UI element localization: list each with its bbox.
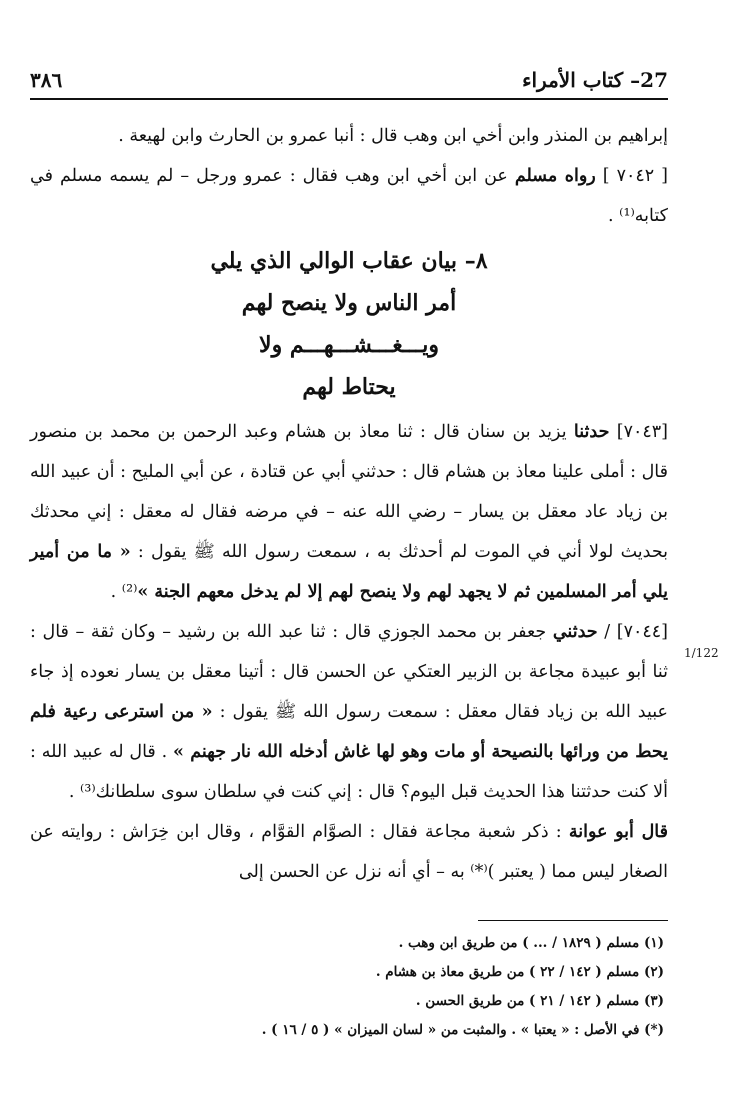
narration-opener: رواه مسلم	[514, 166, 596, 186]
page-number: ٣٨٦	[30, 68, 63, 92]
chapter-heading-line: ٨– بيان عقاب الوالي الذي يلي	[210, 248, 488, 274]
paragraph-1: إبراهيم بن المنذر وابن أخي ابن وهب قال : أنبا عمرو بن الحارث وابن لهيعة .	[118, 126, 668, 146]
paragraph-text: جعفر بن محمد الجوزي قال : ثنا عبد الله بن رشيد – وكان ثقة – قال : ثنا أبو عبيدة مجاعة بن الزبير العتكي عن الحسن قال : أتينا معقل بن يسار نعوده إذ جاء عبيد الله بن زياد فقال معقل : سمعت رسول الله ﷺ يقول :	[30, 622, 668, 722]
chapter-heading-line: يحتاط لهم	[302, 374, 396, 400]
narration-opener: حدثني	[552, 622, 598, 642]
page-header	[30, 62, 668, 100]
hadith-number: [٧٠٤٣]	[609, 422, 668, 442]
footnote: (١) مسلم ( ١٨٢٩ / ... ) من طريق ابن وهب .	[398, 935, 664, 951]
margin-folio-note: 1/122	[684, 646, 719, 660]
paragraph-7044	[30, 612, 668, 812]
chapter-heading-line: أمر الناس ولا ينصح لهم	[241, 290, 457, 316]
footnote: (٣) مسلم ( ١٤٢ / ٢١ ) من طريق الحسن .	[415, 993, 664, 1009]
hadith-number: [٧٠٤٤] /	[597, 622, 668, 642]
paragraph-abu-awana	[30, 812, 668, 892]
footnote: (*) في الأصل : « يعتبا » . والمثبت من « لسان الميزان » ( ٥ / ١٦ ) .	[261, 1022, 664, 1038]
hadith-number: [ ٧٠٤٢ ]	[595, 166, 668, 186]
main-text	[30, 116, 668, 892]
paragraph-7042	[30, 156, 668, 236]
hadith-quote: « من استرعى رعية فلم يحط من ورائها بالنصيحة أو مات وهو لها غاش أدخله الله نار جهنم »	[30, 702, 668, 762]
chapter-heading-line: ويـــغـــشـــهـــم ولا	[259, 332, 439, 358]
chapter-running-title: 27– كتاب الأمراء	[522, 68, 668, 92]
paragraph-text: : ذكر شعبة مجاعة فقال : الصوَّام القوَّام ، وقال ابن خِرَاش : روايته عن الصغار ليس مما ( يعتبر )⁽*⁾ به – أي أنه نزل عن الحسن إلى	[30, 822, 668, 882]
paragraph-text: عن ابن أخي ابن وهب فقال : عمرو ورجل – لم يسمه مسلم في كتابه⁽¹⁾ .	[30, 166, 668, 226]
footnote-ref: ⁽²⁾ .	[110, 582, 138, 602]
hadith-quote: « ما من أمير يلي أمر المسلمين ثم لا يجهد لهم ولا ينصح لهم إلا لم يدخل معهم الجنة »	[30, 542, 668, 602]
narration-opener: حدثنا	[573, 422, 610, 442]
chapter-heading	[30, 240, 668, 408]
footnote-divider	[478, 920, 668, 921]
footnote: (٢) مسلم ( ١٤٢ / ٢٢ ) من طريق معاذ بن هشام .	[375, 964, 664, 980]
paragraph-text: . قال له عبيد الله : ألا كنت حدثتنا هذا الحديث قبل اليوم؟ قال : إني كنت في سلطان سوى سلطانك⁽³⁾ .	[30, 742, 668, 802]
paragraph-7043	[30, 412, 668, 612]
footnotes	[30, 920, 668, 1045]
narration-opener: قال أبو عوانة	[568, 822, 668, 842]
paragraph-text: يزيد بن سنان قال : ثنا معاذ بن هشام وعبد الرحمن بن محمد بن منصور قال : أملى علينا معاذ بن هشام قال : حدثني أبي عن قتادة ، عن أبي المليح : أن عبيد الله بن زياد عاد معقل بن يسار – رضي الله عنه – في مرضه فقال له معقل : إني محدثك بحديث لولا أني في الموت لم أحدثك به ، سمعت رسول الله ﷺ يقول :	[30, 422, 668, 562]
